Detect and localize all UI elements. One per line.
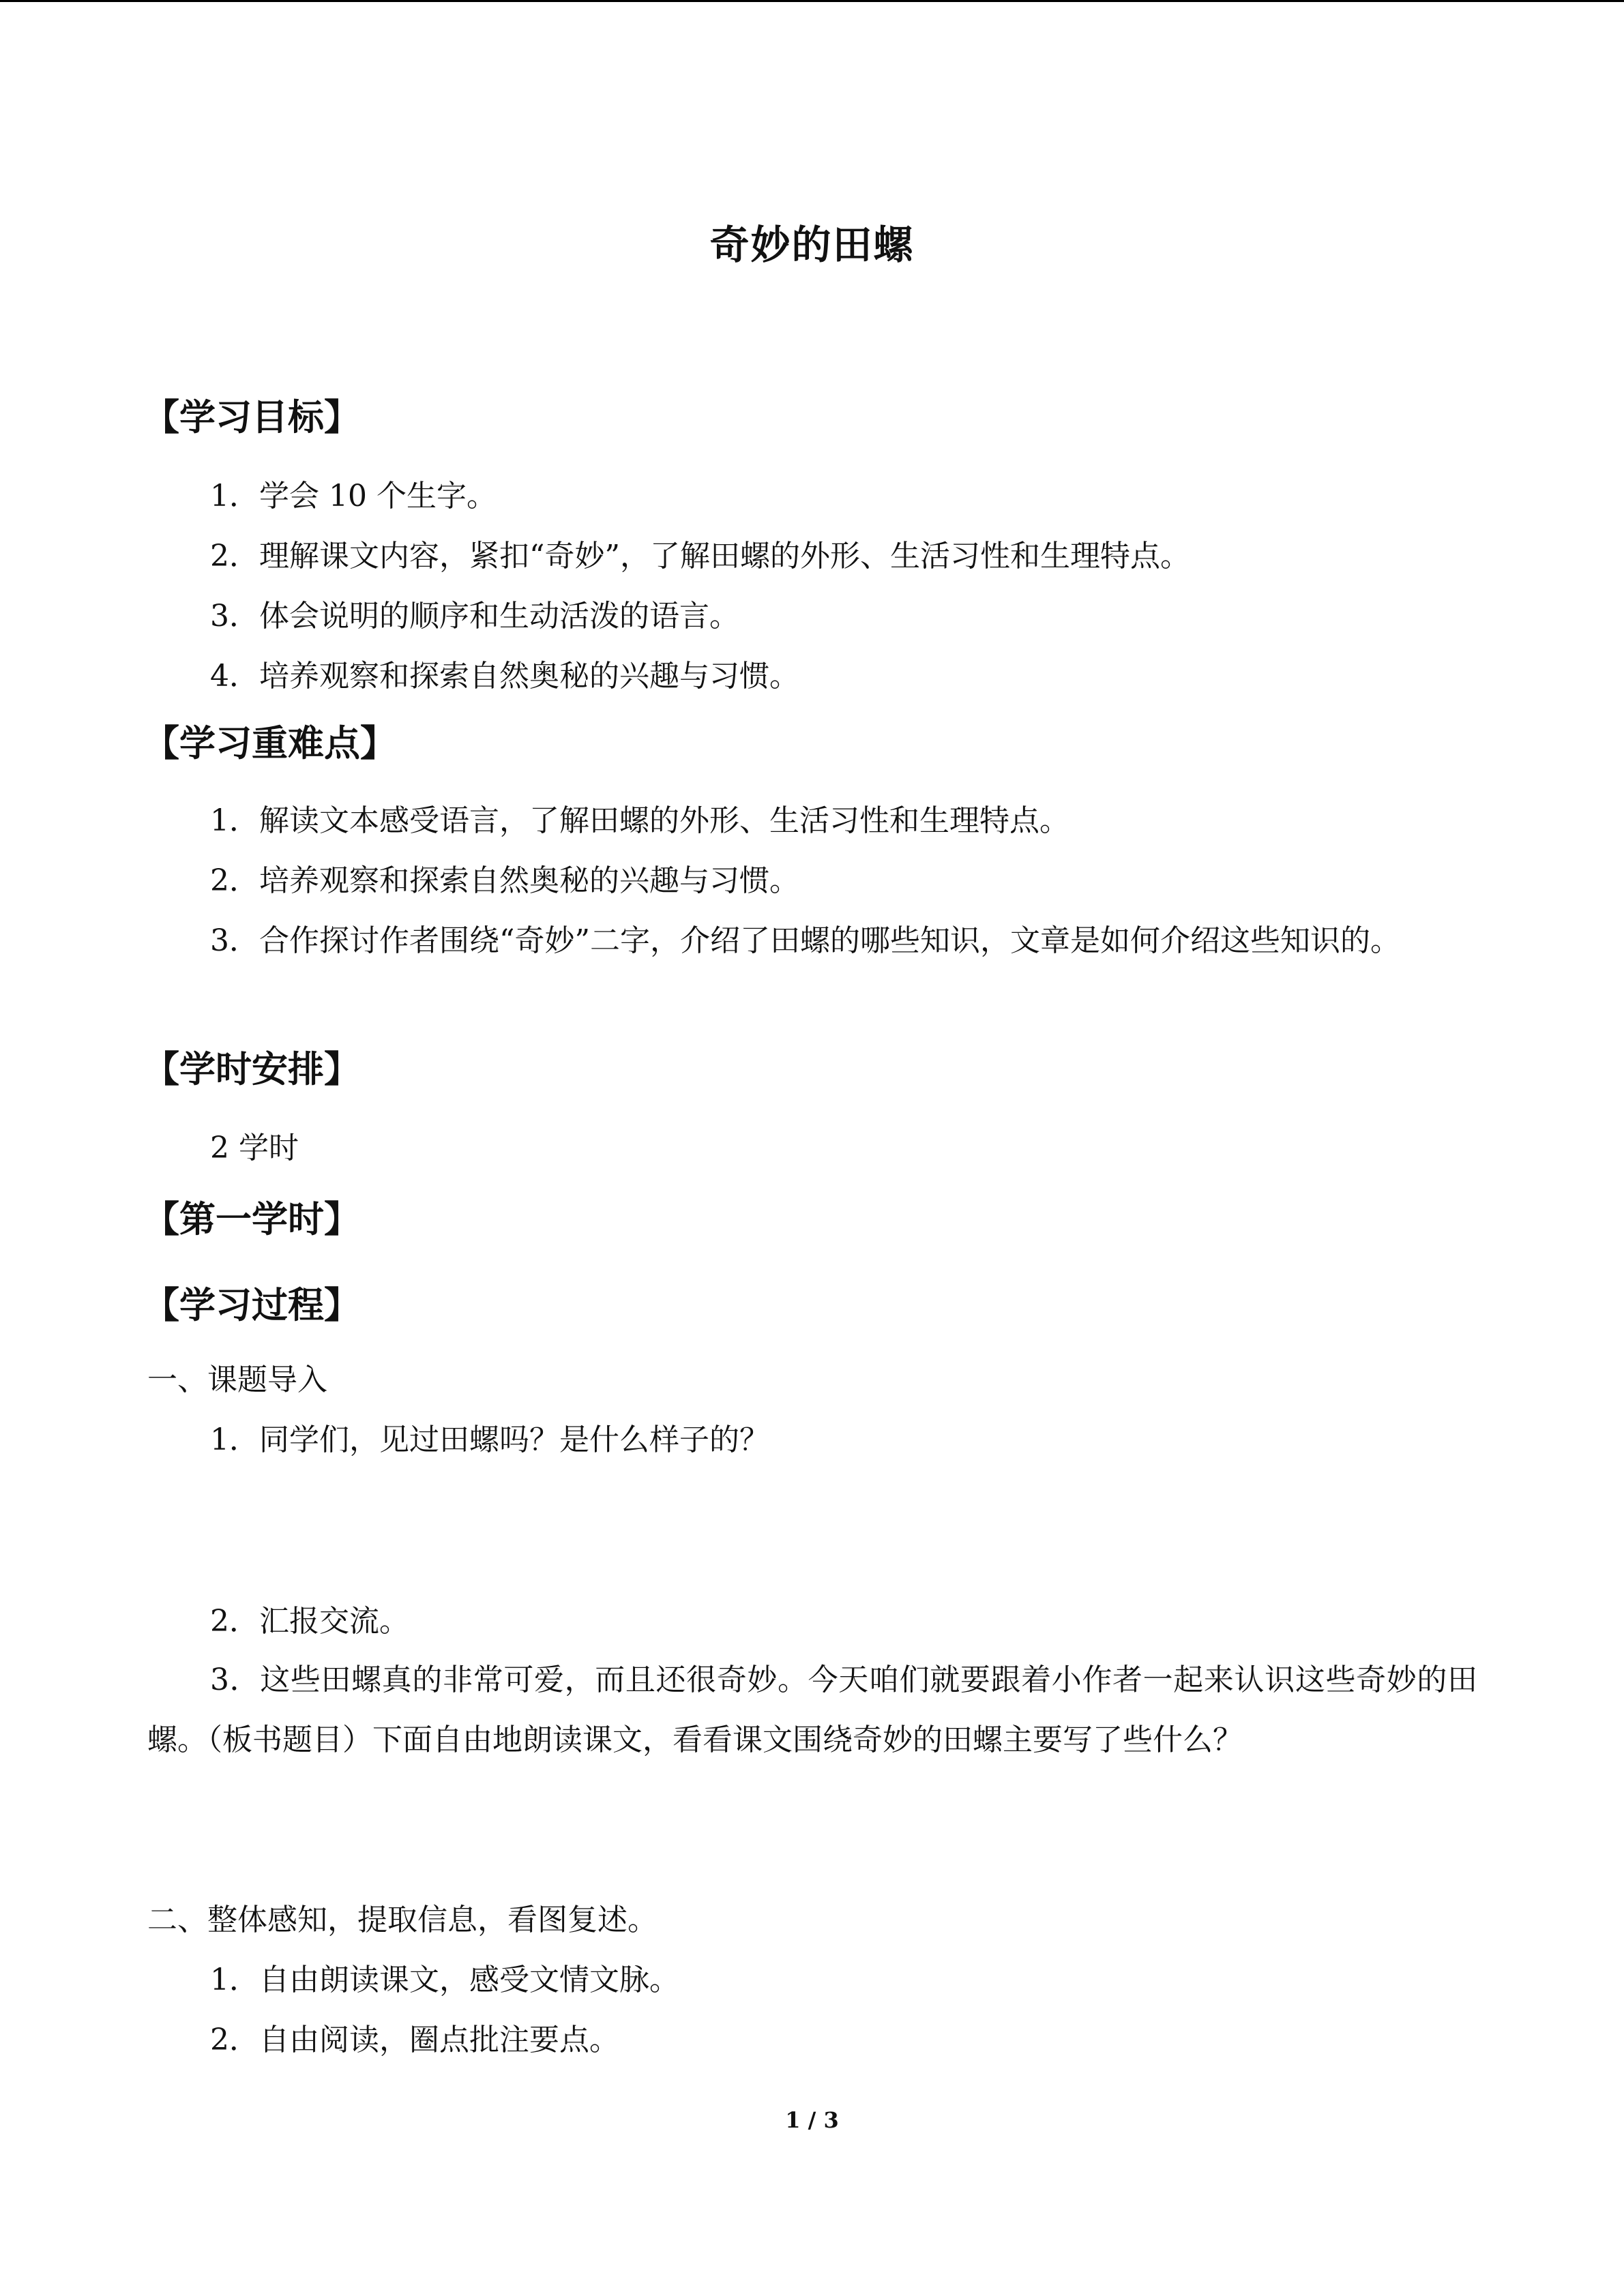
process-part1-title: 一、课题导入: [147, 1362, 327, 1397]
key-point-item-3: 3．合作探讨作者围绕“奇妙”二字，介绍了田螺的哪些知识，文章是如何介绍这些知识的。: [210, 923, 1400, 958]
objective-item-2: 2．理解课文内容，紧扣“奇妙”，了解田螺的外形、生活习性和生理特点。: [210, 539, 1190, 573]
objective-item-3: 3．体会说明的顺序和生动活泼的语言。: [210, 599, 739, 633]
process-part2-item-2: 2．自由阅读，圈点批注要点。: [210, 2023, 619, 2057]
process-part1-item-2: 2．汇报交流。: [210, 1604, 409, 1639]
key-point-item-1: 1．解读文本感受语言，了解田螺的外形、生活习性和生理特点。: [210, 803, 1069, 838]
key-points-heading: 【学习重难点】: [143, 723, 396, 764]
document-title: 奇妙的田螺: [709, 222, 915, 268]
schedule-text: 2 学时: [210, 1131, 299, 1165]
process-part1-item-3: 3．这些田螺真的非常可爱，而且还很奇妙。今天咱们就要跟着小作者一起来认识这些奇妙的田螺。（板书题目）下面自由地朗读课文，看看课文围绕奇妙的田螺主要写了些什么？: [147, 1663, 1477, 1757]
top-border-line: [0, 0, 1624, 2]
process-part2-item-1: 1．自由朗读课文，感受文情文脉。: [210, 1963, 679, 1997]
objective-item-1: 1．学会 10 个生字。: [210, 479, 497, 513]
page-number: 1 / 3: [785, 2107, 839, 2133]
first-period-heading: 【第一学时】: [143, 1199, 360, 1240]
process-part2-title: 二、整体感知，提取信息，看图复述。: [147, 1903, 658, 1937]
objectives-heading: 【学习目标】: [143, 397, 360, 438]
key-point-item-2: 2．培养观察和探索自然奥秘的兴趣与习惯。: [210, 863, 799, 898]
schedule-heading: 【学时安排】: [143, 1049, 360, 1090]
objective-item-4: 4．培养观察和探索自然奥秘的兴趣与习惯。: [210, 659, 799, 694]
process-part1-item-1: 1．同学们，见过田螺吗？是什么样子的？: [210, 1422, 769, 1457]
process-heading: 【学习过程】: [143, 1285, 360, 1326]
